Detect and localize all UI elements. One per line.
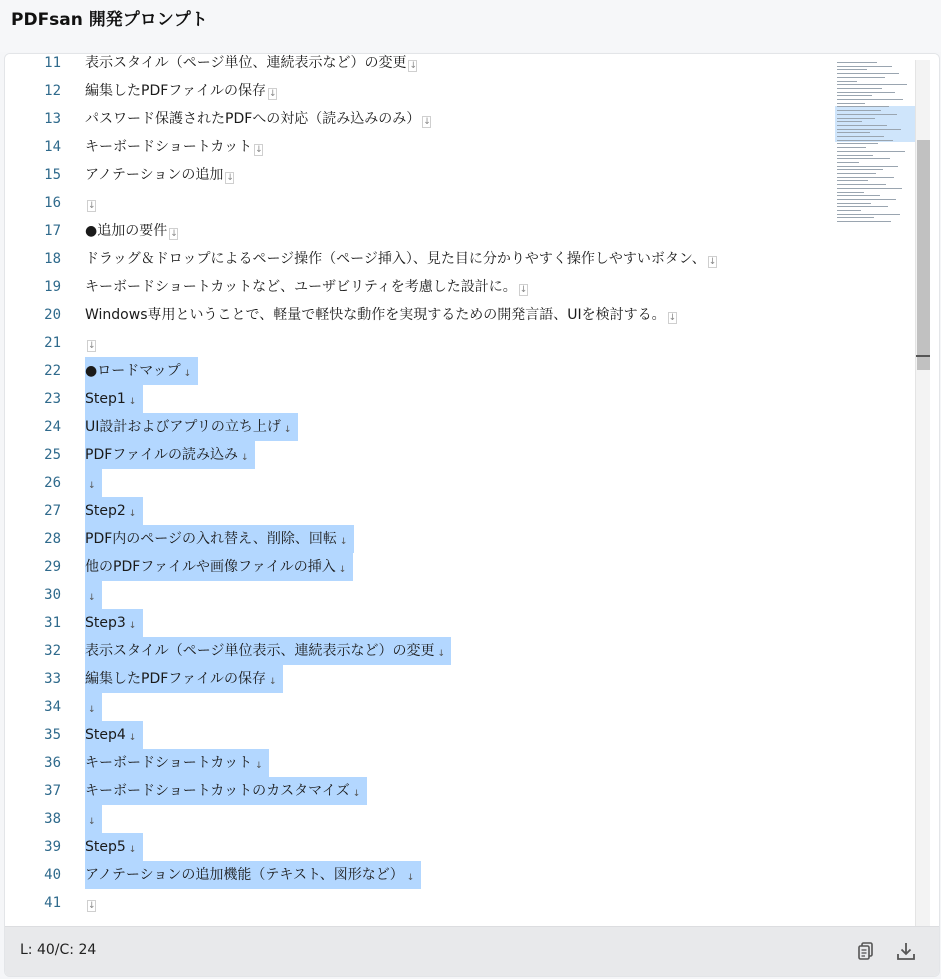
newline-marker: ↓ <box>519 285 528 295</box>
line-content: キーボードショートカット <box>85 139 253 155</box>
line-text <box>85 497 143 525</box>
newline-marker: ↓ <box>241 453 249 463</box>
line-content: Step5 <box>85 839 126 855</box>
line-text <box>85 777 367 805</box>
editor-line[interactable] <box>5 273 835 301</box>
newline-marker: ↓ <box>128 509 137 519</box>
editor-line[interactable] <box>5 581 835 609</box>
line-number: 41 <box>44 895 61 911</box>
text-editor[interactable] <box>5 54 939 926</box>
line-content: ●ロードマップ <box>85 363 181 379</box>
editor-line[interactable] <box>5 665 835 693</box>
line-number: 27 <box>44 503 61 519</box>
editor-line[interactable] <box>5 105 835 133</box>
minimap-line <box>837 206 888 207</box>
line-text <box>85 805 102 833</box>
line-text <box>85 329 96 357</box>
line-number: 31 <box>44 615 61 631</box>
minimap-line <box>837 118 875 119</box>
minimap-line <box>837 125 887 126</box>
editor-line[interactable] <box>5 777 835 805</box>
line-text <box>85 217 178 245</box>
line-content: パスワード保護されたPDFへの対応（読み込みのみ） <box>85 111 421 127</box>
line-number: 22 <box>44 363 61 379</box>
line-text <box>85 245 717 273</box>
editor-line[interactable] <box>5 693 835 721</box>
newline-marker: ↓ <box>255 145 263 155</box>
line-number: 11 <box>44 55 61 71</box>
minimap-line <box>837 199 896 200</box>
minimap-line <box>837 95 872 96</box>
editor-line[interactable] <box>5 637 835 665</box>
status-bar <box>5 926 939 977</box>
line-text <box>85 665 283 693</box>
line-content: キーボードショートカットなど、ユーザビリティを考慮した設計に。 <box>85 279 517 295</box>
minimap-line <box>837 155 873 156</box>
minimap-line <box>837 184 886 185</box>
editor-line[interactable] <box>5 385 835 413</box>
line-number: 38 <box>44 811 61 827</box>
minimap-line <box>837 136 884 137</box>
newline-marker: ↓ <box>128 397 137 407</box>
scrollbar-thumb[interactable] <box>917 140 930 370</box>
download-icon <box>894 939 918 963</box>
minimap-line <box>837 62 877 63</box>
editor-line[interactable] <box>5 189 835 217</box>
line-text <box>85 525 354 553</box>
line-content: ドラッグ＆ドロップによるページ操作（ページ挿入）、見た目に分かりやすく操作しやすいボタン、 <box>85 251 706 267</box>
line-number: 13 <box>44 111 61 127</box>
editor-lines <box>5 54 835 917</box>
newline-marker: ↓ <box>269 677 277 687</box>
newline-marker: ↓ <box>128 733 137 743</box>
editor-line[interactable] <box>5 553 835 581</box>
minimap-line <box>837 103 865 104</box>
line-content: アノテーションの追加機能（テキスト、図形など） <box>85 867 404 883</box>
editor-line[interactable] <box>5 54 835 77</box>
newline-marker: ↓ <box>423 117 431 127</box>
newline-marker: ↓ <box>88 901 96 911</box>
scrollbar-cursor-marker <box>916 355 930 357</box>
newline-marker: ↓ <box>128 621 137 631</box>
editor-line[interactable] <box>5 441 835 469</box>
editor-line[interactable] <box>5 329 835 357</box>
editor-line[interactable] <box>5 77 835 105</box>
newline-marker: ↓ <box>269 89 277 99</box>
editor-line[interactable] <box>5 469 835 497</box>
minimap-line <box>837 132 870 133</box>
minimap-line <box>837 195 880 196</box>
line-text <box>85 693 102 721</box>
editor-line[interactable] <box>5 133 835 161</box>
line-number: 26 <box>44 475 61 491</box>
line-text <box>85 441 255 469</box>
minimap-line <box>837 140 893 141</box>
line-number: 34 <box>44 699 61 715</box>
line-text <box>85 273 528 301</box>
newline-marker: ↓ <box>283 425 292 435</box>
line-text <box>85 413 298 441</box>
line-content: Step3 <box>85 615 126 631</box>
line-content: キーボードショートカットのカスタマイズ <box>85 783 350 799</box>
editor-line[interactable] <box>5 805 835 833</box>
editor-line[interactable] <box>5 497 835 525</box>
newline-marker: ↓ <box>338 565 347 575</box>
editor-line[interactable] <box>5 413 835 441</box>
newline-marker: ↓ <box>226 173 234 183</box>
line-content: Step4 <box>85 727 126 743</box>
minimap-line <box>837 143 878 144</box>
minimap-line <box>837 188 902 189</box>
minimap-line <box>837 203 871 204</box>
newline-marker: ↓ <box>170 229 178 239</box>
line-number: 29 <box>44 559 61 575</box>
editor-line[interactable] <box>5 721 835 749</box>
minimap-line <box>837 166 898 167</box>
minimap-line <box>837 173 876 174</box>
newline-marker: ↓ <box>409 61 417 71</box>
line-text <box>85 833 143 861</box>
minimap-line <box>837 73 899 74</box>
minimap-line <box>837 81 857 82</box>
newline-marker: ↓ <box>255 761 263 771</box>
app-header <box>0 0 941 52</box>
line-number: 15 <box>44 167 61 183</box>
line-text <box>85 105 431 133</box>
newline-marker: ↓ <box>88 201 96 211</box>
line-number: 16 <box>44 195 61 211</box>
line-number: 24 <box>44 419 61 435</box>
line-content: 他のPDFファイルや画像ファイルの挿入 <box>85 559 336 575</box>
minimap-line <box>837 88 882 89</box>
line-number: 40 <box>44 867 61 883</box>
line-text <box>85 357 198 385</box>
newline-marker: ↓ <box>88 341 96 351</box>
line-number: 14 <box>44 139 61 155</box>
editor-line[interactable] <box>5 161 835 189</box>
minimap-line <box>837 214 900 215</box>
minimap-line <box>837 69 867 70</box>
line-text <box>85 54 417 77</box>
line-text <box>85 189 96 217</box>
editor-line[interactable] <box>5 861 835 889</box>
line-text <box>85 749 269 777</box>
newline-marker: ↓ <box>668 313 677 323</box>
line-text <box>85 861 421 889</box>
minimap-line <box>837 177 894 178</box>
line-number: 35 <box>44 727 61 743</box>
line-text <box>85 161 234 189</box>
minimap-line <box>837 210 861 211</box>
minimap-line <box>837 92 895 93</box>
line-content: ●追加の要件 <box>85 223 168 239</box>
minimap-line <box>837 77 885 78</box>
editor-line[interactable] <box>5 833 835 861</box>
newline-marker: ↓ <box>406 873 415 883</box>
line-number: 32 <box>44 643 61 659</box>
minimap-line <box>837 158 890 159</box>
line-text <box>85 609 143 637</box>
newline-marker: ↓ <box>88 481 96 491</box>
line-text <box>85 385 143 413</box>
line-content: キーボードショートカット <box>85 755 253 771</box>
newline-marker: ↓ <box>437 649 445 659</box>
minimap-line <box>837 114 897 115</box>
line-number: 18 <box>44 251 61 267</box>
minimap-line <box>837 110 881 111</box>
minimap-line <box>837 192 864 193</box>
line-text <box>85 301 677 329</box>
line-content: 編集したPDFファイルの保存 <box>85 671 266 687</box>
line-content: 編集したPDFファイルの保存 <box>85 83 266 99</box>
editor-line[interactable] <box>5 217 835 245</box>
newline-marker: ↓ <box>339 537 348 547</box>
line-content: 表示スタイル（ページ単位、連続表示など）の変更 <box>85 55 407 71</box>
minimap-line <box>837 106 889 107</box>
line-number: 21 <box>44 335 61 351</box>
newline-marker: ↓ <box>352 789 361 799</box>
newline-marker: ↓ <box>88 705 96 715</box>
minimap-line <box>837 66 892 67</box>
line-number: 37 <box>44 783 61 799</box>
line-content: PDFファイルの読み込み <box>85 447 238 463</box>
editor-line[interactable] <box>5 889 835 917</box>
line-number: 19 <box>44 279 61 295</box>
page-title: PDFsan 開発プロンプト <box>11 10 208 30</box>
vertical-scrollbar[interactable] <box>915 60 930 926</box>
cursor-position: L: 40/C: 24 <box>20 942 97 958</box>
minimap-line <box>837 99 903 100</box>
line-number: 12 <box>44 83 61 99</box>
editor-line[interactable] <box>5 749 835 777</box>
line-text <box>85 77 277 105</box>
line-number: 28 <box>44 531 61 547</box>
line-number: 20 <box>44 307 61 323</box>
line-number: 17 <box>44 223 61 239</box>
line-text <box>85 889 96 917</box>
line-number: 30 <box>44 587 61 603</box>
line-text <box>85 469 102 497</box>
minimap-line <box>837 147 866 148</box>
line-content: アノテーションの追加 <box>85 167 224 183</box>
line-text <box>85 721 143 749</box>
line-text <box>85 553 353 581</box>
line-text <box>85 581 102 609</box>
editor-line[interactable] <box>5 357 835 385</box>
line-content: PDF内のページの入れ替え、削除、回転 <box>85 531 337 547</box>
line-content: 表示スタイル（ページ単位表示、連続表示など）の変更 <box>85 643 435 659</box>
minimap-line <box>837 169 883 170</box>
minimap[interactable] <box>835 62 915 230</box>
minimap-line <box>837 217 874 218</box>
copy-icon <box>854 939 878 963</box>
line-number: 33 <box>44 671 61 687</box>
line-number: 39 <box>44 839 61 855</box>
line-content: Step2 <box>85 503 126 519</box>
line-number: 23 <box>44 391 61 407</box>
editor-line[interactable] <box>5 609 835 637</box>
line-number: 25 <box>44 447 61 463</box>
line-content: Windows専用ということで、軽量で軽快な動作を実現するための開発言語、UIを検討する。 <box>85 307 666 323</box>
minimap-line <box>837 162 859 163</box>
newline-marker: ↓ <box>183 369 192 379</box>
download-button[interactable] <box>894 939 918 963</box>
minimap-line <box>837 129 901 130</box>
minimap-line <box>837 221 891 222</box>
editor-card <box>4 53 940 977</box>
line-number: 36 <box>44 755 61 771</box>
minimap-line <box>837 180 868 181</box>
minimap-line <box>837 151 905 152</box>
minimap-line <box>837 84 907 85</box>
newline-marker: ↓ <box>128 845 137 855</box>
copy-button[interactable] <box>854 939 878 963</box>
line-content: Step1 <box>85 391 126 407</box>
minimap-line <box>837 121 862 122</box>
newline-marker: ↓ <box>88 593 96 603</box>
editor-line[interactable] <box>5 301 835 329</box>
newline-marker: ↓ <box>88 817 96 827</box>
newline-marker: ↓ <box>708 257 717 267</box>
line-text <box>85 133 263 161</box>
line-text <box>85 637 451 665</box>
editor-line[interactable] <box>5 245 835 273</box>
editor-line[interactable] <box>5 525 835 553</box>
line-content: UI設計およびアプリの立ち上げ <box>85 419 281 435</box>
